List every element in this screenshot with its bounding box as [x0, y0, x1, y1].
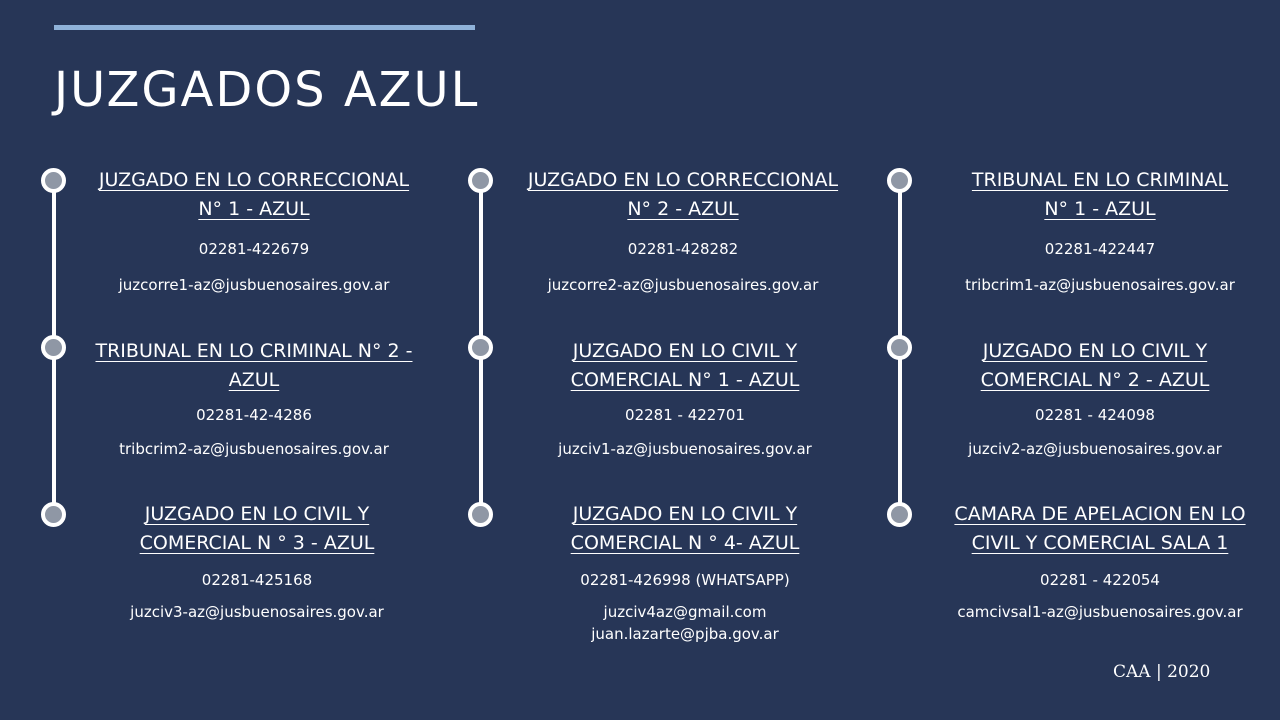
court-entry: [920, 337, 1270, 459]
court-phone: 02281 - 424098: [1035, 406, 1155, 424]
court-email: juzciv1-az@jusbuenosaires.gov.ar: [558, 440, 812, 458]
court-email: camcivsal1-az@jusbuenosaires.gov.ar: [957, 603, 1243, 621]
court-title-line: N° 1 - AZUL: [198, 198, 310, 220]
court-title-link[interactable]: [500, 166, 866, 224]
timeline-dot-icon: [468, 168, 493, 193]
court-title-line: JUZGADO EN LO CIVIL Y: [144, 503, 370, 525]
court-title-line: JUZGADO EN LO CIVIL Y: [572, 340, 798, 362]
court-title-line: TRIBUNAL EN LO CRIMINAL N° 2 -: [95, 340, 413, 362]
court-title-link[interactable]: [505, 337, 865, 395]
court-title-line: JUZGADO EN LO CORRECCIONAL: [98, 169, 410, 191]
court-phone: 02281-425168: [201, 571, 313, 589]
court-title-line: CAMARA DE APELACION EN LO: [954, 503, 1246, 525]
court-entry: [920, 166, 1280, 295]
title-accent-bar: [54, 25, 475, 30]
timeline-dot-icon: [887, 335, 912, 360]
page-title: JUZGADOS AZUL: [54, 62, 480, 118]
timeline-dot-icon: [41, 335, 66, 360]
court-phone: 02281-422447: [1044, 240, 1156, 258]
court-email: juzcorre2-az@jusbuenosaires.gov.ar: [547, 276, 819, 294]
court-entry: [72, 166, 436, 295]
court-title-link[interactable]: [920, 166, 1280, 224]
court-title-line: COMERCIAL N ° 3 - AZUL: [139, 532, 375, 554]
court-phone: 02281-422679: [198, 240, 310, 258]
court-title-line: CIVIL Y COMERCIAL SALA 1: [971, 532, 1229, 554]
court-title-line: TRIBUNAL EN LO CRIMINAL: [971, 169, 1229, 191]
court-title-line: COMERCIAL N ° 4- AZUL: [570, 532, 800, 554]
court-entry: [72, 337, 436, 459]
court-title-link[interactable]: [72, 337, 436, 395]
court-title-line: N° 1 - AZUL: [1044, 198, 1156, 220]
timeline-dot-icon: [41, 168, 66, 193]
court-title-link[interactable]: [72, 500, 442, 558]
timeline-dot-icon: [468, 335, 493, 360]
court-email: juzciv4az@gmail.com: [603, 603, 767, 621]
court-email: juzcorre1-az@jusbuenosaires.gov.ar: [118, 276, 390, 294]
court-title-line: JUZGADO EN LO CIVIL Y: [982, 340, 1208, 362]
court-entry: [505, 500, 865, 644]
court-title-link[interactable]: [922, 500, 1278, 558]
court-phone: 02281 - 422054: [1040, 571, 1160, 589]
court-title-link[interactable]: [72, 166, 436, 224]
court-email-secondary: juan.lazarte@pjba.gov.ar: [591, 625, 779, 643]
court-email: tribcrim2-az@jusbuenosaires.gov.ar: [119, 440, 389, 458]
footer-credit: CAA | 2020: [1113, 662, 1211, 682]
court-title-line: COMERCIAL N° 1 - AZUL: [570, 369, 800, 391]
timeline-dot-icon: [887, 502, 912, 527]
court-phone: 02281-42-4286: [196, 406, 312, 424]
court-title-line: N° 2 - AZUL: [627, 198, 739, 220]
court-title-line: JUZGADO EN LO CIVIL Y: [572, 503, 798, 525]
court-entry: [505, 337, 865, 459]
court-email: tribcrim1-az@jusbuenosaires.gov.ar: [965, 276, 1235, 294]
court-entry: [922, 500, 1278, 622]
court-title-line: AZUL: [228, 369, 280, 391]
court-title-line: JUZGADO EN LO CORRECCIONAL: [527, 169, 839, 191]
court-title-link[interactable]: [505, 500, 865, 558]
court-title-link[interactable]: [920, 337, 1270, 395]
court-entry: [72, 500, 442, 622]
timeline-dot-icon: [468, 502, 493, 527]
court-title-line: COMERCIAL N° 2 - AZUL: [980, 369, 1210, 391]
court-email: juzciv2-az@jusbuenosaires.gov.ar: [968, 440, 1222, 458]
timeline-dot-icon: [41, 502, 66, 527]
court-phone: 02281 - 422701: [625, 406, 745, 424]
court-phone: 02281-428282: [627, 240, 739, 258]
court-phone: 02281-426998 (WHATSAPP): [580, 571, 790, 589]
timeline-dot-icon: [887, 168, 912, 193]
court-entry: [500, 166, 866, 295]
court-email: juzciv3-az@jusbuenosaires.gov.ar: [130, 603, 384, 621]
